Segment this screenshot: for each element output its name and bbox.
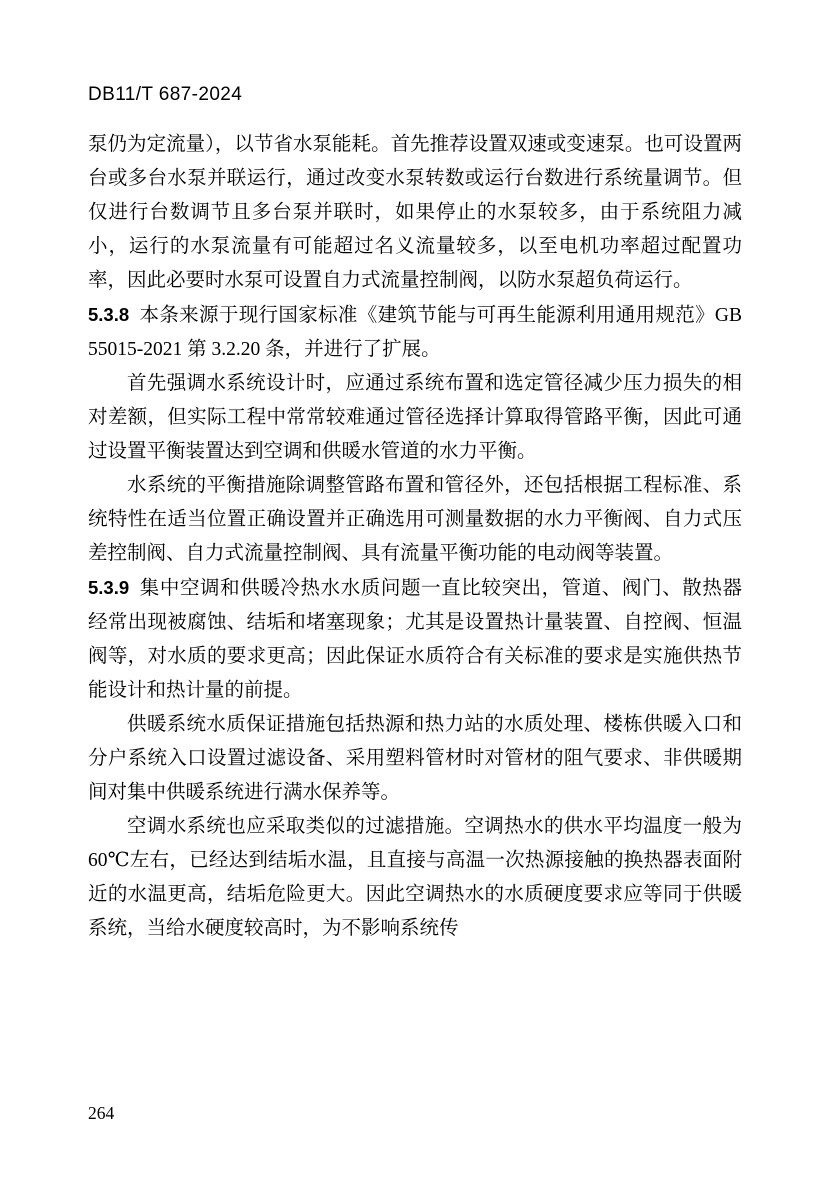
page-number: 264 [88,1103,115,1123]
paragraph: 供暖系统水质保证措施包括热源和热力站的水质处理、楼栋供暖入口和分户系统入口设置过滤设备、采用塑料管材时对管材的阻气要求、非供暖期间对集中供暖系统进行满水保养等。 [88,714,742,803]
paragraph: 空调水系统也应采取类似的过滤措施。空调热水的供水平均温度一般为 60℃左右，已经达到结垢水温，且直接与高温一次热源接触的换热器表面附近的水温更高，结垢危险更大。因此空调热水的水质硬度要求应等同于供暖系统，当给水硬度较高时，为不影响系统传 [88,816,742,939]
document-body [88,128,742,946]
clause-text: 本条来源于现行国家标准《建筑节能与可再生能源利用通用规范》GB 55015-2021 第 3.2.20 条，并进行了扩展。 [88,305,742,360]
clause-paragraph-5-3-9 [88,571,742,708]
paragraph: 水系统的平衡措施除调整管路布置和管径外，还包括根据工程标准、系统特性在适当位置正确设置并正确选用可测量数据的水力平衡阀、自力式压差控制阀、自力式流量控制阀、具有流量平衡功能的电动阀等装置。 [88,475,742,564]
clause-paragraph-5-3-8 [88,298,742,367]
clause-text: 集中空调和供暖冷热水水质问题一直比较突出，管道、阀门、散热器经常出现被腐蚀、结垢和堵塞现象；尤其是设置热计量装置、自控阀、恒温阀等，对水质的要求更高；因此保证水质符合有关标准的要求是实施供热节能设计和热计量的前提。 [88,578,742,701]
paragraph: 首先强调水系统设计时，应通过系统布置和选定管径减少压力损失的相对差额，但实际工程中常常较难通过管径选择计算取得管路平衡，因此可通过设置平衡装置达到空调和供暖水管道的水力平衡。 [88,373,742,462]
clause-number: 5.3.8 [88,304,130,325]
clause-number: 5.3.9 [88,577,130,598]
paragraph-continuation: 泵仍为定流量），以节省水泵能耗。首先推荐设置双速或变速泵。也可设置两台或多台水泵并联运行，通过改变水泵转数或运行台数进行系统量调节。但仅进行台数调节且多台泵并联时，如果停止的水泵较多，由于系统阻力减小，运行的水泵流量有可能超过名义流量较多，以至电机功率超过配置功率，因此必要时水泵可设置自力式流量控制阀，以防水泵超负荷运行。 [88,134,742,291]
standard-number-header: DB11/T 687-2024 [88,84,243,105]
